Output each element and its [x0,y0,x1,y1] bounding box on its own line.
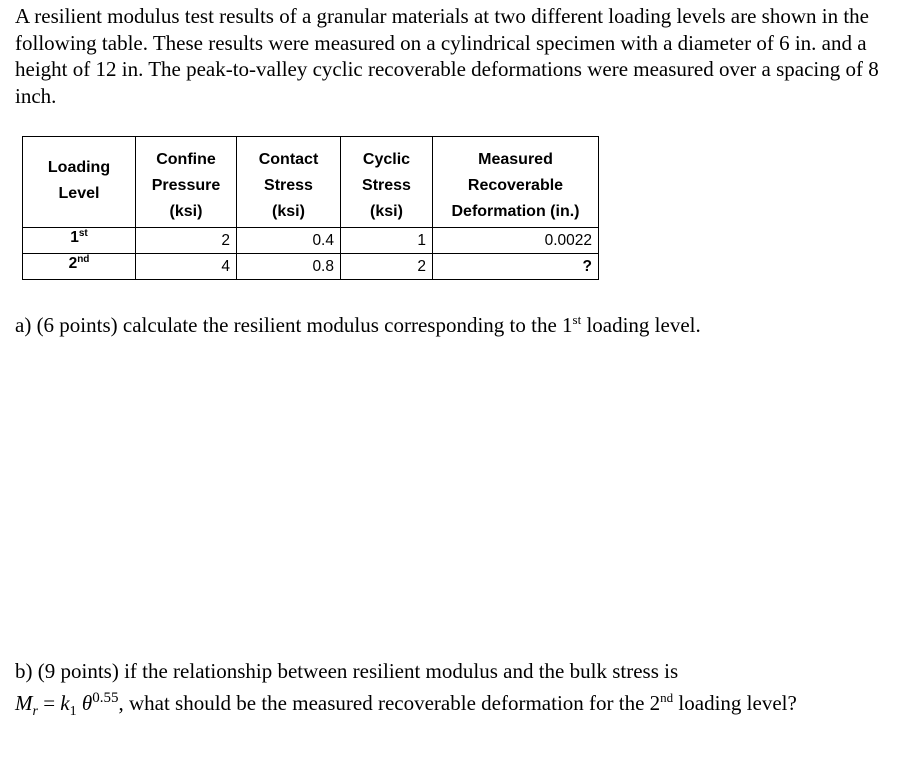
cell-cyclic: 1 [341,228,433,254]
cell-contact: 0.4 [237,228,341,254]
table-header-row [23,137,599,228]
cell-deformation: ? [433,254,599,280]
cell-confine: 2 [136,228,237,254]
problem-statement: A resilient modulus test results of a granular materials at two different loading levels are shown in the following table. These results were measured on a cylindrical specimen with a diameter of 6 in. and a height of 12 in. The peak-to-valley cyclic recoverable deformations were measured over a spacing of 8 inch. [15,4,879,108]
cell-deformation: 0.0022 [433,228,599,254]
header-contact-stress: Contact Stress (ksi) [237,137,341,228]
cell-cyclic: 2 [341,254,433,280]
question-b: b) (9 points) if the relationship between resilient modulus and the bulk stress is $M_r = k_1$ $\theta^{0.55}$, what should be the measured recoverable deformation for the 2nd loading level? [15,659,797,719]
bulk-stress-equation: $M_r = k_1$ $\theta^{0.55}$ [15,689,119,719]
cell-confine: 4 [136,254,237,280]
table-row [23,254,599,280]
cell-level: 2nd [23,254,136,280]
header-measured-deformation: Measured Recoverable Deformation (in.) [433,137,599,228]
header-loading-level: Loading Level [23,137,136,228]
table-row [23,228,599,254]
results-table [22,136,599,280]
header-confine-pressure: Confine Pressure (ksi) [136,137,237,228]
cell-level: 1st [23,228,136,254]
cell-contact: 0.8 [237,254,341,280]
question-a: a) (6 points) calculate the resilient modulus corresponding to the 1st loading level. [15,312,701,337]
header-cyclic-stress: Cyclic Stress (ksi) [341,137,433,228]
